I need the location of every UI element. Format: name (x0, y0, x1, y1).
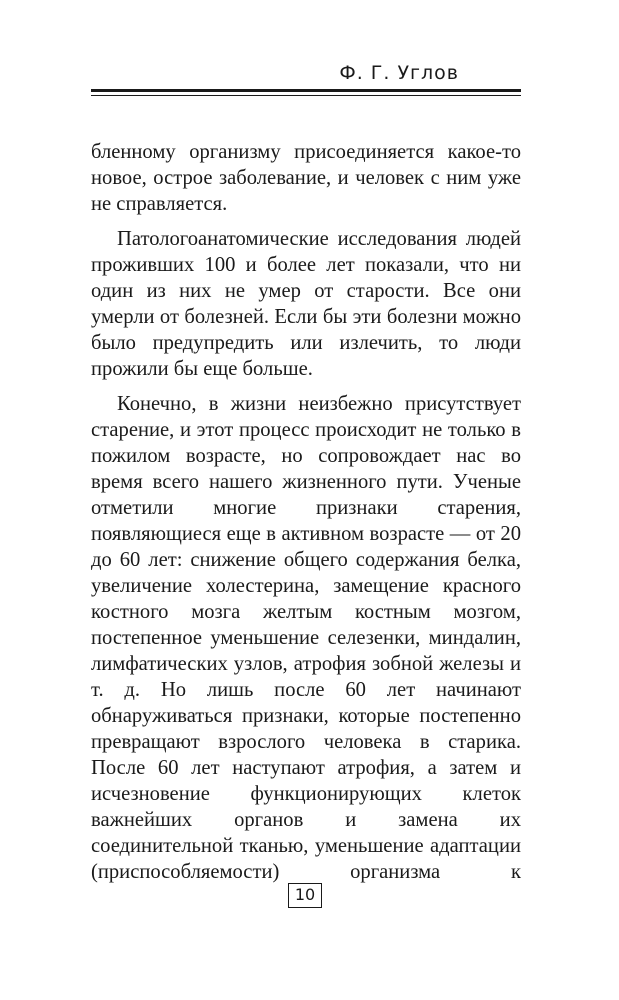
paragraph-continuation: бленному организму присоединяется какое-то новое, острое заболевание, и человек с ним уже не справляется. (91, 141, 521, 215)
running-head-author: Ф. Г. Углов (339, 62, 459, 84)
running-head (91, 62, 521, 84)
page-number: 10 (288, 883, 322, 908)
header-rule-thin (91, 95, 521, 96)
body-text (91, 139, 521, 885)
header-rule-thick (91, 89, 521, 92)
paragraph: Патологоанатомические исследования людей проживших 100 и более лет показали, что ни один из них не умер от старости. Все они умерли от болезней. Если бы эти болезни можно было предупредить или излечить, то люди прожили бы еще больше. (91, 228, 521, 380)
paragraph: Конечно, в жизни неизбежно присутствует старение, и этот процесс происходит не только в пожилом возрасте, но сопровождает нас во время всего нашего жизненного пути. Ученые отметили многие признаки старения, появляющиеся еще в активном возрасте — от 20 до 60 лет: снижение общего содержания белка, увеличение холестерина, замещение красного костного мозга желтым костным мозгом, постепенное уменьшение селезенки, миндалин, лимфатических узлов, атрофия зобной железы и т. д. Но лишь после 60 лет начинают обнаруживаться признаки, которые постепенно превращают взрослого человека в старика. После 60 лет наступают атрофия, а затем и исчезновение функционирующих клеток важнейших органов и замена их соединительной тканью, уменьшение адаптации (приспособляемости) организма к (91, 393, 521, 883)
